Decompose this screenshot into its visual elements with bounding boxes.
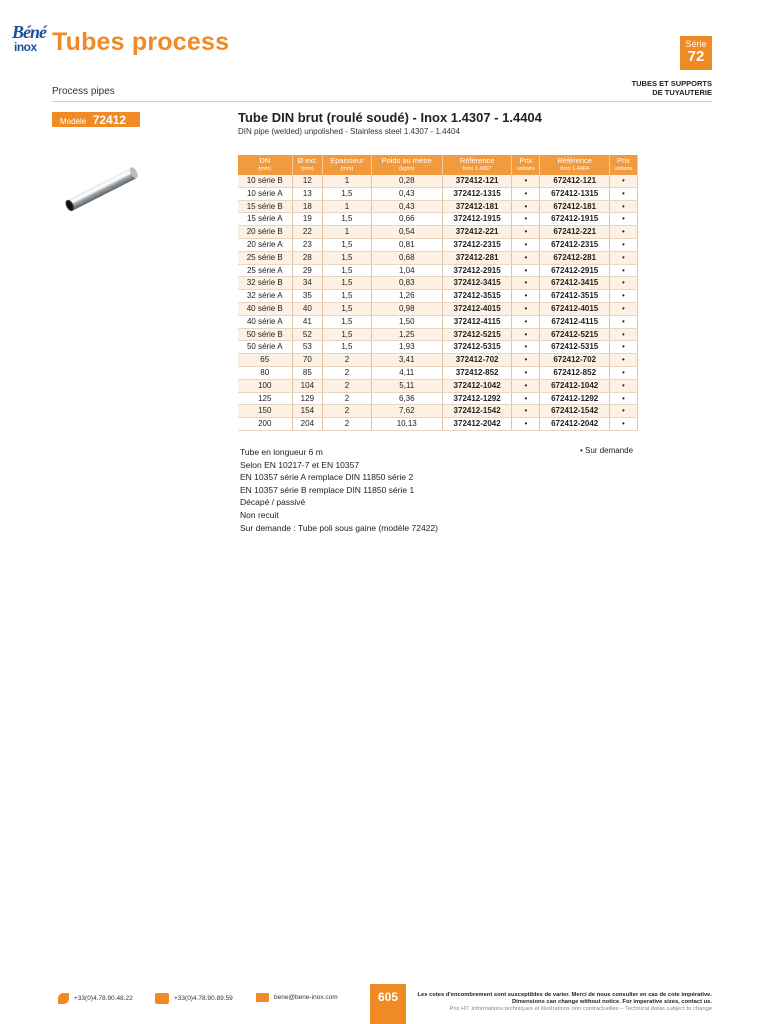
- cell-weight: 6,36: [371, 392, 442, 405]
- cell-weight: 1,04: [371, 264, 442, 277]
- cell-dn: 50 série B: [238, 328, 292, 341]
- cell-price-14307: •: [512, 366, 540, 379]
- cell-reference-14404: 672412-2915: [540, 264, 610, 277]
- cell-weight: 0,54: [371, 226, 442, 239]
- cell-outer-diameter: 85: [292, 366, 323, 379]
- product-title: Tube DIN brut (roulé soudé) - Inox 1.4307 - 1.4404: [238, 110, 542, 125]
- cell-outer-diameter: 154: [292, 405, 323, 418]
- cell-reference-14307: 372412-1292: [442, 392, 512, 405]
- cell-price-14307: •: [512, 392, 540, 405]
- cell-price-14307: •: [512, 290, 540, 303]
- notes-list: [240, 446, 438, 534]
- cell-price-14307: •: [512, 302, 540, 315]
- cell-reference-14307: 372412-852: [442, 366, 512, 379]
- cell-outer-diameter: 53: [292, 341, 323, 354]
- cell-weight: 4,11: [371, 366, 442, 379]
- cell-dn: 10 série B: [238, 175, 292, 187]
- model-tag: [52, 112, 140, 127]
- footer-phone-text: +33(0)4.78.90.48.22: [74, 995, 133, 1002]
- fax-icon: [155, 993, 169, 1004]
- serie-number: 72: [687, 48, 705, 65]
- cell-reference-14307: 372412-702: [442, 354, 512, 367]
- cell-weight: 5,11: [371, 379, 442, 392]
- cell-dn: 100: [238, 379, 292, 392]
- cell-thickness: 1,5: [323, 290, 371, 303]
- cell-reference-14307: 372412-4015: [442, 302, 512, 315]
- cell-price-14307: •: [512, 175, 540, 187]
- cell-dn: 15 série A: [238, 213, 292, 226]
- cell-price-14404: •: [609, 290, 637, 303]
- cell-reference-14307: 372412-5315: [442, 341, 512, 354]
- phone-icon: [58, 993, 69, 1004]
- cell-dn: 80: [238, 366, 292, 379]
- cell-price-14404: •: [609, 187, 637, 200]
- cell-dn: 20 série A: [238, 238, 292, 251]
- cell-reference-14404: 672412-1042: [540, 379, 610, 392]
- brand-logo: [12, 22, 46, 56]
- table-row: [238, 200, 638, 213]
- table-row: [238, 354, 638, 367]
- cell-price-14404: •: [609, 379, 637, 392]
- cell-reference-14307: 372412-181: [442, 200, 512, 213]
- cell-dn: 20 série B: [238, 226, 292, 239]
- col-dn: DN (mm): [238, 155, 292, 175]
- cell-thickness: 2: [323, 418, 371, 431]
- cell-price-14307: •: [512, 354, 540, 367]
- footer-phone: [58, 993, 133, 1004]
- model-label: Modèle: [60, 117, 87, 126]
- cell-price-14307: •: [512, 379, 540, 392]
- cell-outer-diameter: 35: [292, 290, 323, 303]
- page-subtitle: Process pipes: [52, 86, 115, 97]
- table-row: [238, 366, 638, 379]
- brand-logo-line1: Béné: [12, 22, 46, 42]
- disclaimer-line-3: Prix HT. Informations techniques et illustrations non contractuelles – Technical datas subject to change: [449, 1006, 712, 1013]
- cell-weight: 1,25: [371, 328, 442, 341]
- cell-reference-14404: 672412-702: [540, 354, 610, 367]
- cell-outer-diameter: 70: [292, 354, 323, 367]
- table-row: [238, 226, 638, 239]
- note-item: Non recuit: [240, 509, 279, 520]
- cell-reference-14404: 672412-281: [540, 251, 610, 264]
- table-row: [238, 379, 638, 392]
- cell-thickness: 2: [323, 379, 371, 392]
- cell-price-14307: •: [512, 328, 540, 341]
- cell-reference-14307: 372412-2315: [442, 238, 512, 251]
- cell-outer-diameter: 13: [292, 187, 323, 200]
- cell-dn: 50 série A: [238, 341, 292, 354]
- col-weight: Poids au mètre (kg/m): [371, 155, 442, 175]
- table-header-row: [238, 155, 638, 175]
- cell-thickness: 1,5: [323, 213, 371, 226]
- cell-thickness: 1,5: [323, 315, 371, 328]
- footer-email-text[interactable]: bene@bene-inox.com: [274, 994, 338, 1001]
- cell-outer-diameter: 204: [292, 418, 323, 431]
- cell-thickness: 1: [323, 200, 371, 213]
- note-item: EN 10357 série A remplace DIN 11850 série 2: [240, 472, 414, 483]
- cell-dn: 32 série B: [238, 277, 292, 290]
- footer-email[interactable]: [256, 993, 338, 1002]
- note-item: Décapé / passivé: [240, 497, 306, 508]
- disclaimer-line-2: Dimensions can change without notice. For imperative sizes, contact us.: [511, 999, 712, 1006]
- cell-thickness: 1,5: [323, 341, 371, 354]
- cell-weight: 7,62: [371, 405, 442, 418]
- cell-outer-diameter: 34: [292, 277, 323, 290]
- table-row: [238, 238, 638, 251]
- cell-reference-14404: 672412-1292: [540, 392, 610, 405]
- table-row: [238, 290, 638, 303]
- cell-price-14307: •: [512, 200, 540, 213]
- cell-weight: 0,66: [371, 213, 442, 226]
- cell-dn: 25 série B: [238, 251, 292, 264]
- tube-illustration: [60, 160, 140, 220]
- cell-price-14404: •: [609, 302, 637, 315]
- note-item: EN 10357 série B remplace DIN 11850 série 1: [240, 484, 415, 495]
- cell-outer-diameter: 19: [292, 213, 323, 226]
- category-line-1: TUBES ET SUPPORTS: [631, 79, 712, 88]
- cell-price-14307: •: [512, 251, 540, 264]
- cell-reference-14307: 372412-4115: [442, 315, 512, 328]
- cell-price-14307: •: [512, 341, 540, 354]
- table-row: [238, 315, 638, 328]
- table-row: [238, 264, 638, 277]
- table-row: [238, 187, 638, 200]
- cell-reference-14404: 672412-1542: [540, 405, 610, 418]
- note-item: Tube en longueur 6 m: [240, 447, 323, 457]
- cell-reference-14307: 372412-1315: [442, 187, 512, 200]
- cell-price-14404: •: [609, 392, 637, 405]
- cell-price-14404: •: [609, 264, 637, 277]
- cell-outer-diameter: 28: [292, 251, 323, 264]
- col-outer-diameter: Ø ext. (mm): [292, 155, 323, 175]
- cell-dn: 40 série A: [238, 315, 292, 328]
- page-number: 605: [370, 984, 406, 1024]
- cell-thickness: 2: [323, 354, 371, 367]
- header-divider: [52, 101, 712, 102]
- cell-outer-diameter: 23: [292, 238, 323, 251]
- cell-reference-14404: 672412-3515: [540, 290, 610, 303]
- cell-reference-14307: 372412-5215: [442, 328, 512, 341]
- cell-weight: 0,98: [371, 302, 442, 315]
- cell-price-14404: •: [609, 418, 637, 431]
- cell-reference-14404: 672412-1915: [540, 213, 610, 226]
- col-reference-14404: Référence Inox 1.4404: [540, 155, 610, 175]
- cell-price-14307: •: [512, 226, 540, 239]
- cell-price-14307: •: [512, 418, 540, 431]
- cell-price-14404: •: [609, 328, 637, 341]
- cell-reference-14404: 672412-121: [540, 175, 610, 187]
- cell-price-14404: •: [609, 175, 637, 187]
- cell-price-14307: •: [512, 187, 540, 200]
- category-line-2: DE TUYAUTERIE: [652, 88, 712, 97]
- cell-thickness: 1,5: [323, 328, 371, 341]
- cell-reference-14307: 372412-1915: [442, 213, 512, 226]
- cell-reference-14404: 672412-181: [540, 200, 610, 213]
- cell-price-14307: •: [512, 277, 540, 290]
- cell-outer-diameter: 40: [292, 302, 323, 315]
- table-row: [238, 251, 638, 264]
- cell-weight: 3,41: [371, 354, 442, 367]
- table-row: [238, 392, 638, 405]
- cell-price-14307: •: [512, 264, 540, 277]
- product-subtitle: DIN pipe (welded) unpolished - Stainless steel 1.4307 - 1.4404: [238, 127, 460, 136]
- cell-dn: 125: [238, 392, 292, 405]
- table-row: [238, 213, 638, 226]
- cell-reference-14307: 372412-281: [442, 251, 512, 264]
- category-label: [632, 79, 712, 97]
- cell-price-14404: •: [609, 238, 637, 251]
- spec-table: [238, 155, 638, 431]
- table-row: [238, 302, 638, 315]
- brand-logo-line2: inox: [14, 40, 37, 54]
- cell-weight: 0,28: [371, 175, 442, 187]
- cell-dn: 150: [238, 405, 292, 418]
- cell-dn: 200: [238, 418, 292, 431]
- cell-reference-14404: 672412-3415: [540, 277, 610, 290]
- cell-thickness: 2: [323, 405, 371, 418]
- note-item: Sur demande : Tube poli sous gaine (modèle 72422): [240, 522, 438, 533]
- cell-price-14404: •: [609, 213, 637, 226]
- cell-reference-14307: 372412-2042: [442, 418, 512, 431]
- cell-reference-14307: 372412-2915: [442, 264, 512, 277]
- cell-reference-14404: 672412-4115: [540, 315, 610, 328]
- cell-price-14307: •: [512, 213, 540, 226]
- cell-reference-14307: 372412-3515: [442, 290, 512, 303]
- cell-price-14307: •: [512, 315, 540, 328]
- cell-reference-14307: 372412-1042: [442, 379, 512, 392]
- serie-badge: [680, 36, 712, 70]
- table-row: [238, 341, 638, 354]
- cell-outer-diameter: 22: [292, 226, 323, 239]
- cell-weight: 0,81: [371, 238, 442, 251]
- cell-weight: 10,13: [371, 418, 442, 431]
- cell-dn: 65: [238, 354, 292, 367]
- legend-on-request: • Sur demande: [580, 446, 634, 455]
- cell-outer-diameter: 104: [292, 379, 323, 392]
- table-row: [238, 418, 638, 431]
- cell-thickness: 1: [323, 175, 371, 187]
- cell-thickness: 1,5: [323, 238, 371, 251]
- cell-weight: 0,43: [371, 200, 442, 213]
- cell-price-14404: •: [609, 354, 637, 367]
- cell-dn: 40 série B: [238, 302, 292, 315]
- cell-outer-diameter: 52: [292, 328, 323, 341]
- col-price-14307: Prix unitaire: [512, 155, 540, 175]
- cell-reference-14404: 672412-852: [540, 366, 610, 379]
- cell-price-14404: •: [609, 251, 637, 264]
- cell-reference-14404: 672412-4015: [540, 302, 610, 315]
- cell-price-14307: •: [512, 238, 540, 251]
- cell-thickness: 1,5: [323, 277, 371, 290]
- cell-weight: 0,83: [371, 277, 442, 290]
- cell-price-14404: •: [609, 366, 637, 379]
- cell-price-14404: •: [609, 315, 637, 328]
- cell-dn: 15 série B: [238, 200, 292, 213]
- cell-price-14404: •: [609, 405, 637, 418]
- cell-outer-diameter: 129: [292, 392, 323, 405]
- note-item: Selon EN 10217-7 et EN 10357: [240, 459, 360, 470]
- serie-label: Série: [685, 39, 707, 49]
- cell-reference-14404: 672412-5215: [540, 328, 610, 341]
- cell-reference-14404: 672412-2042: [540, 418, 610, 431]
- table-row: [238, 405, 638, 418]
- cell-reference-14404: 672412-221: [540, 226, 610, 239]
- disclaimer-line-1: Les cotes d'encombrement sont susceptibles de varier. Merci de nous consulter en cas de cote impérative.: [417, 992, 712, 998]
- cell-dn: 25 série A: [238, 264, 292, 277]
- cell-price-14404: •: [609, 226, 637, 239]
- cell-thickness: 1,5: [323, 251, 371, 264]
- page-title: Tubes process: [52, 28, 230, 56]
- cell-thickness: 1,5: [323, 187, 371, 200]
- cell-outer-diameter: 29: [292, 264, 323, 277]
- cell-price-14404: •: [609, 341, 637, 354]
- cell-thickness: 2: [323, 392, 371, 405]
- spec-table-body: [238, 175, 638, 430]
- model-number: 72412: [92, 113, 127, 127]
- cell-price-14404: •: [609, 200, 637, 213]
- cell-reference-14404: 672412-1315: [540, 187, 610, 200]
- cell-thickness: 1: [323, 226, 371, 239]
- mail-icon: [256, 993, 269, 1002]
- table-row: [238, 328, 638, 341]
- cell-outer-diameter: 12: [292, 175, 323, 187]
- cell-reference-14307: 372412-3415: [442, 277, 512, 290]
- footer-disclaimer: [417, 992, 712, 1014]
- cell-reference-14404: 672412-2315: [540, 238, 610, 251]
- cell-dn: 10 série A: [238, 187, 292, 200]
- cell-dn: 32 série A: [238, 290, 292, 303]
- cell-thickness: 1,5: [323, 302, 371, 315]
- footer-fax-text: +33(0)4.78.90.89.59: [174, 995, 233, 1002]
- cell-reference-14307: 372412-1542: [442, 405, 512, 418]
- cell-reference-14307: 372412-221: [442, 226, 512, 239]
- cell-weight: 0,68: [371, 251, 442, 264]
- footer-fax: [155, 993, 233, 1004]
- cell-weight: 1,26: [371, 290, 442, 303]
- col-price-14404: Prix unitaire: [609, 155, 637, 175]
- cell-weight: 1,50: [371, 315, 442, 328]
- cell-price-14307: •: [512, 405, 540, 418]
- cell-weight: 1,93: [371, 341, 442, 354]
- cell-reference-14404: 672412-5315: [540, 341, 610, 354]
- col-reference-14307: Référence Inox 1.4307: [442, 155, 512, 175]
- cell-thickness: 1,5: [323, 264, 371, 277]
- table-row: [238, 277, 638, 290]
- cell-price-14404: •: [609, 277, 637, 290]
- cell-outer-diameter: 41: [292, 315, 323, 328]
- cell-reference-14307: 372412-121: [442, 175, 512, 187]
- col-thickness: Epaisseur (mm): [323, 155, 371, 175]
- cell-outer-diameter: 18: [292, 200, 323, 213]
- cell-weight: 0,43: [371, 187, 442, 200]
- table-row: [238, 175, 638, 187]
- cell-thickness: 2: [323, 366, 371, 379]
